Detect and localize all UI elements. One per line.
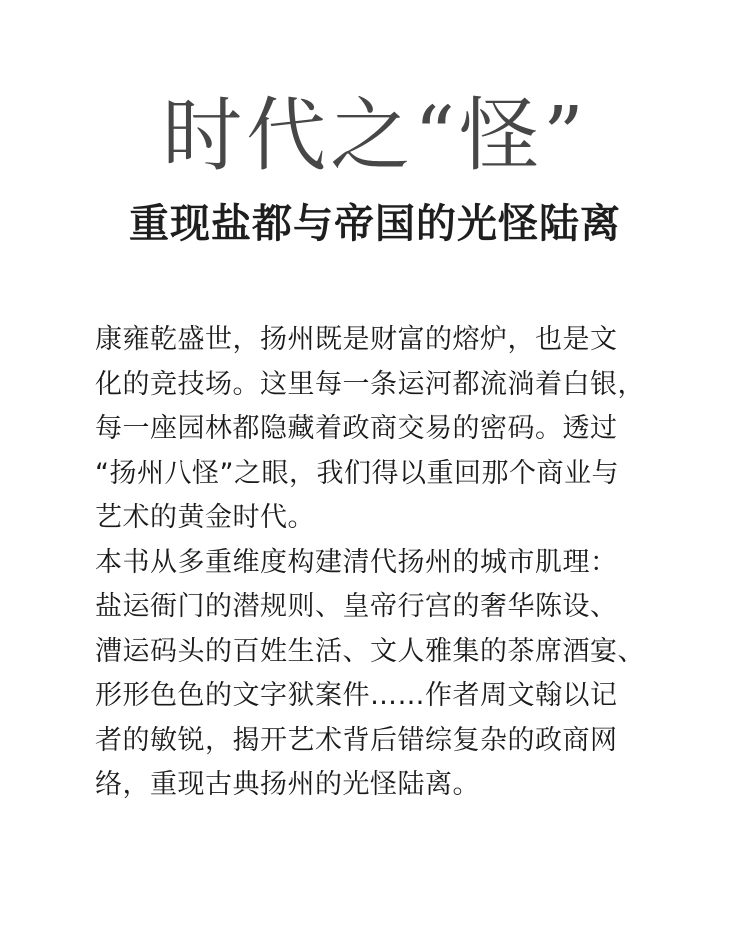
paragraph-2 <box>95 541 665 808</box>
text-line: 康雍乾盛世，扬州既是财富的熔炉，也是文 <box>95 324 618 355</box>
text-line: 络，重现古典扬州的光怪陆离。 <box>95 769 480 800</box>
text-line: 每一座园林都隐藏着政商交易的密码。透过 <box>95 413 618 444</box>
page-title: 时代之“怪” <box>162 89 588 182</box>
text-line: 者的敏锐，揭开艺术背后错综复杂的政商网 <box>95 724 618 756</box>
text-line: 漕运码头的百姓生活、文人雅集的茶席酒宴、 <box>95 635 645 667</box>
body-text <box>95 318 665 808</box>
paragraph-1 <box>95 318 665 541</box>
text-line: 化的竞技场。这里每一条运河都流淌着白银， <box>95 368 645 400</box>
text-line: 本书从多重维度构建清代扬州的城市肌理： <box>95 546 618 578</box>
text-line: 形形色色的文字狱案件……作者周文翰以记 <box>95 680 618 711</box>
page-subtitle: 重现盐都与帝国的光怪陆离 <box>129 200 621 247</box>
text-line: “扬州八怪”之眼，我们得以重回那个商业与 <box>95 457 619 489</box>
text-line: 艺术的黄金时代。 <box>95 502 315 533</box>
text-line: 盐运衙门的潜规则、皇帝行宫的奢华陈设、 <box>95 591 618 622</box>
